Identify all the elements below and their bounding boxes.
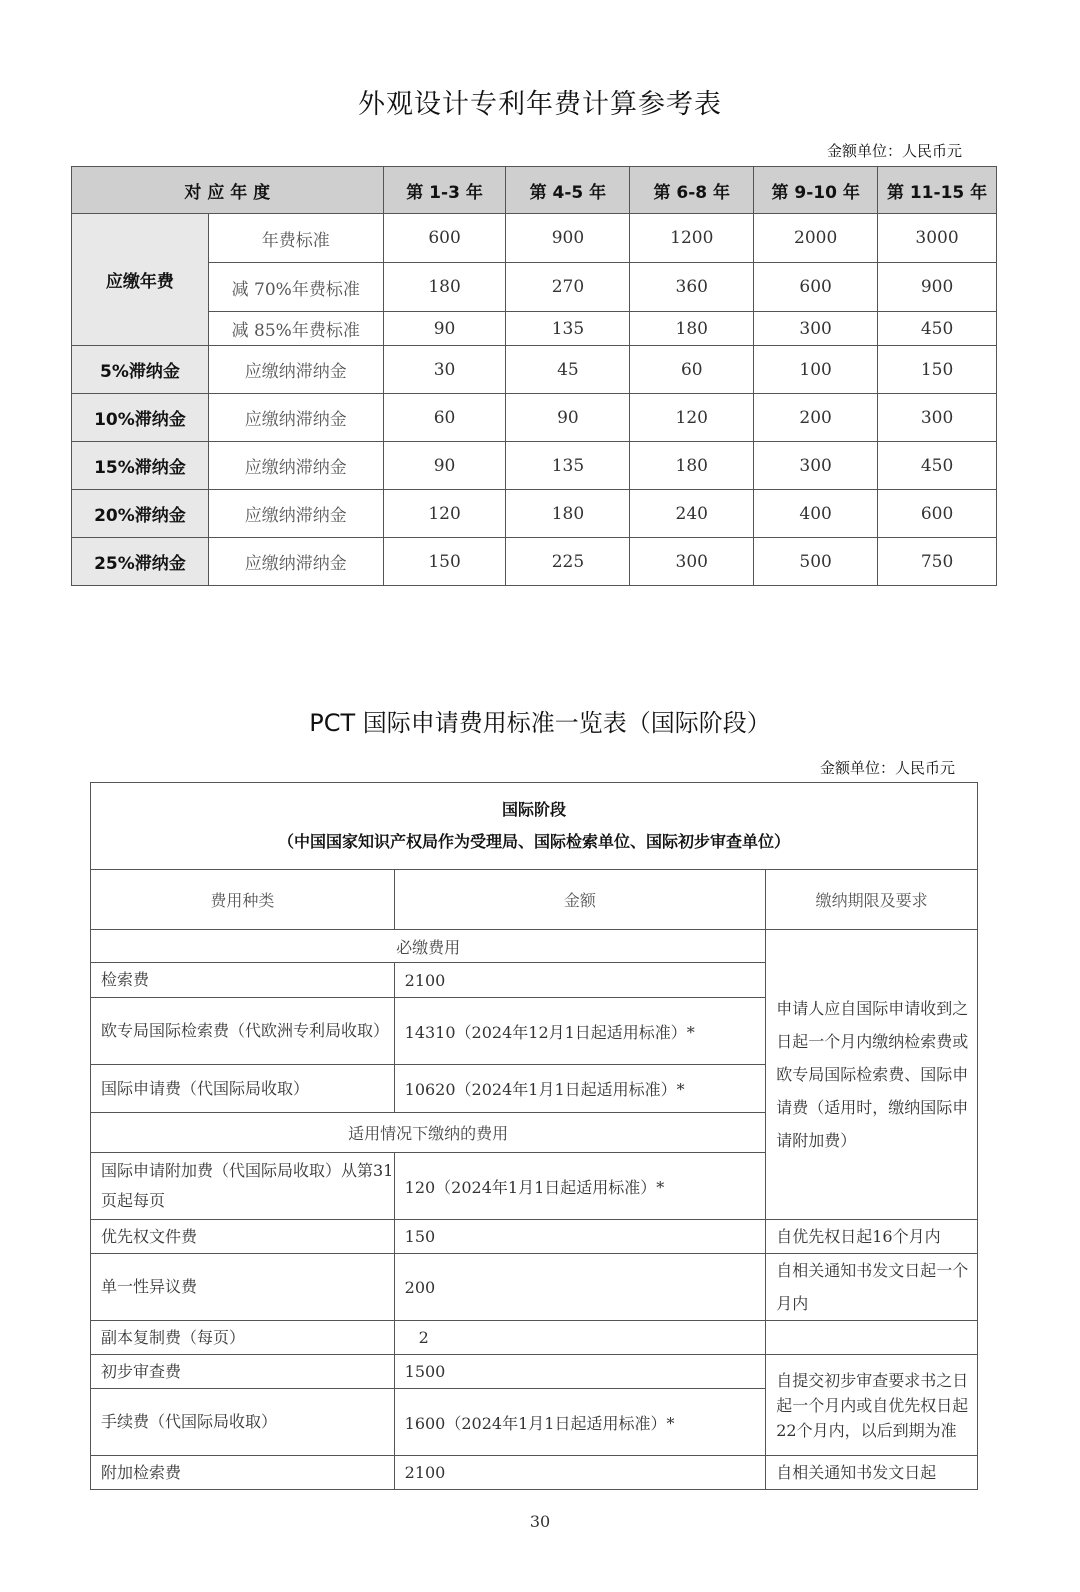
table1-title: 外观设计专利年费计算参考表	[358, 89, 722, 120]
cell: 600	[383, 214, 506, 263]
cell: 400	[754, 490, 878, 538]
table-row	[91, 1355, 978, 1389]
fee-requirement	[766, 1321, 978, 1355]
fee-amount: 10620（2024年1月1日起适用标准）*	[394, 1065, 766, 1113]
row-label: 减 85%年费标准	[208, 312, 383, 346]
section-optional: 适用情况下缴纳的费用	[91, 1113, 766, 1153]
table-row	[91, 1321, 978, 1355]
cell: 60	[630, 346, 754, 394]
cell: 2000	[754, 214, 878, 263]
row-label: 减 70%年费标准	[208, 263, 383, 312]
fee-name: 副本复制费（每页）	[91, 1321, 395, 1355]
row-label: 应缴纳滞纳金	[208, 538, 383, 586]
fee-requirement: 自相关通知书发文日起一个月内	[766, 1254, 978, 1321]
table-row	[91, 1254, 978, 1321]
table-header-row	[72, 167, 997, 214]
group-annual-fee: 应缴年费	[72, 214, 209, 346]
cell: 90	[506, 394, 630, 442]
cell: 900	[506, 214, 630, 263]
group-late-fee: 10%滞纳金	[72, 394, 209, 442]
heading-line2: （中国国家知识产权局作为受理局、国际检索单位、国际初步审查单位）	[277, 832, 790, 851]
cell: 45	[506, 346, 630, 394]
row-label: 应缴纳滞纳金	[208, 442, 383, 490]
cell: 90	[383, 312, 506, 346]
cell: 600	[754, 263, 878, 312]
fee-amount: 2100	[394, 1456, 766, 1490]
table-row	[72, 214, 997, 263]
fee-amount: 150	[394, 1220, 766, 1254]
header-year-label: 对 应 年 度	[72, 167, 384, 214]
cell: 180	[630, 442, 754, 490]
annual-fee-table	[71, 166, 997, 586]
prelim-requirement: 自提交初步审查要求书之日起一个月内或自优先权日起22个月内，以后到期为准	[766, 1355, 978, 1456]
table-row	[72, 394, 997, 442]
header-col: 第 11-15 年	[878, 167, 997, 214]
cell: 180	[506, 490, 630, 538]
cell: 270	[506, 263, 630, 312]
cell: 500	[754, 538, 878, 586]
group-late-fee: 5%滞纳金	[72, 346, 209, 394]
fee-name: 国际申请费（代国际局收取）	[91, 1065, 395, 1113]
cell: 450	[878, 442, 997, 490]
cell: 300	[754, 312, 878, 346]
fee-name: 欧专局国际检索费（代欧洲专利局收取）	[91, 998, 395, 1065]
cell: 120	[383, 490, 506, 538]
fee-amount: 1600（2024年1月1日起适用标准）*	[394, 1389, 766, 1456]
column-header-row	[91, 870, 978, 930]
cell: 135	[506, 312, 630, 346]
table-row	[72, 346, 997, 394]
cell: 360	[630, 263, 754, 312]
cell: 300	[878, 394, 997, 442]
fee-name: 附加检索费	[91, 1456, 395, 1490]
fee-requirement: 自相关通知书发文日起	[766, 1456, 978, 1490]
group-late-fee: 15%滞纳金	[72, 442, 209, 490]
cell: 300	[630, 538, 754, 586]
cell: 100	[754, 346, 878, 394]
cell: 225	[506, 538, 630, 586]
cell: 1200	[630, 214, 754, 263]
cell: 240	[630, 490, 754, 538]
page-number: 30	[529, 1512, 551, 1531]
fee-name: 国际申请附加费（代国际局收取）从第31页起每页	[91, 1153, 395, 1220]
row-label: 应缴纳滞纳金	[208, 394, 383, 442]
fee-name: 手续费（代国际局收取）	[91, 1389, 395, 1456]
pct-fee-table	[90, 782, 978, 1490]
cell: 135	[506, 442, 630, 490]
cell: 180	[383, 263, 506, 312]
group-late-fee: 25%滞纳金	[72, 538, 209, 586]
table2-unit: 金额单位：人民币元	[820, 759, 956, 777]
section-required: 必缴费用	[91, 930, 766, 963]
table-row	[72, 490, 997, 538]
cell: 450	[878, 312, 997, 346]
table1-unit: 金额单位：人民币元	[827, 142, 963, 160]
table-row	[91, 1456, 978, 1490]
fee-amount: 1500	[394, 1355, 766, 1389]
cell: 600	[878, 490, 997, 538]
fee-amount: 2	[394, 1321, 766, 1355]
fee-name: 检索费	[91, 963, 395, 998]
table2-title: PCT 国际申请费用标准一览表（国际阶段）	[309, 709, 771, 737]
fee-requirement: 自优先权日起16个月内	[766, 1220, 978, 1254]
header-col: 第 6-8 年	[630, 167, 754, 214]
cell: 3000	[878, 214, 997, 263]
table-row	[72, 312, 997, 346]
fee-name: 初步审查费	[91, 1355, 395, 1389]
table-row	[91, 1220, 978, 1254]
cell: 900	[878, 263, 997, 312]
section-row	[91, 930, 978, 963]
row-label: 应缴纳滞纳金	[208, 490, 383, 538]
cell: 180	[630, 312, 754, 346]
fee-amount: 2100	[394, 963, 766, 998]
col-header-amount: 金额	[394, 870, 766, 930]
header-col: 第 1-3 年	[383, 167, 506, 214]
fee-amount: 120（2024年1月1日起适用标准）*	[394, 1153, 766, 1220]
cell: 120	[630, 394, 754, 442]
table-row	[72, 442, 997, 490]
table-row	[72, 538, 997, 586]
required-requirement: 申请人应自国际申请收到之日起一个月内缴纳检索费或欧专局国际检索费、国际申请费（适用时，缴纳国际申请附加费）	[766, 930, 978, 1220]
col-header-fee-type: 费用种类	[91, 870, 395, 930]
group-late-fee: 20%滞纳金	[72, 490, 209, 538]
row-label: 应缴纳滞纳金	[208, 346, 383, 394]
table-row	[72, 263, 997, 312]
fee-amount: 200	[394, 1254, 766, 1321]
fee-name: 优先权文件费	[91, 1220, 395, 1254]
cell: 150	[878, 346, 997, 394]
cell: 150	[383, 538, 506, 586]
row-label: 年费标准	[208, 214, 383, 263]
header-col: 第 9-10 年	[754, 167, 878, 214]
cell: 200	[754, 394, 878, 442]
heading-line1: 国际阶段	[501, 800, 566, 819]
cell: 750	[878, 538, 997, 586]
fee-amount: 14310（2024年12月1日起适用标准）*	[394, 998, 766, 1065]
cell: 300	[754, 442, 878, 490]
fee-name: 单一性异议费	[91, 1254, 395, 1321]
cell: 30	[383, 346, 506, 394]
cell: 60	[383, 394, 506, 442]
header-col: 第 4-5 年	[506, 167, 630, 214]
table-heading	[91, 783, 978, 870]
col-header-requirement: 缴纳期限及要求	[766, 870, 978, 930]
cell: 90	[383, 442, 506, 490]
table-heading-row	[91, 783, 978, 870]
